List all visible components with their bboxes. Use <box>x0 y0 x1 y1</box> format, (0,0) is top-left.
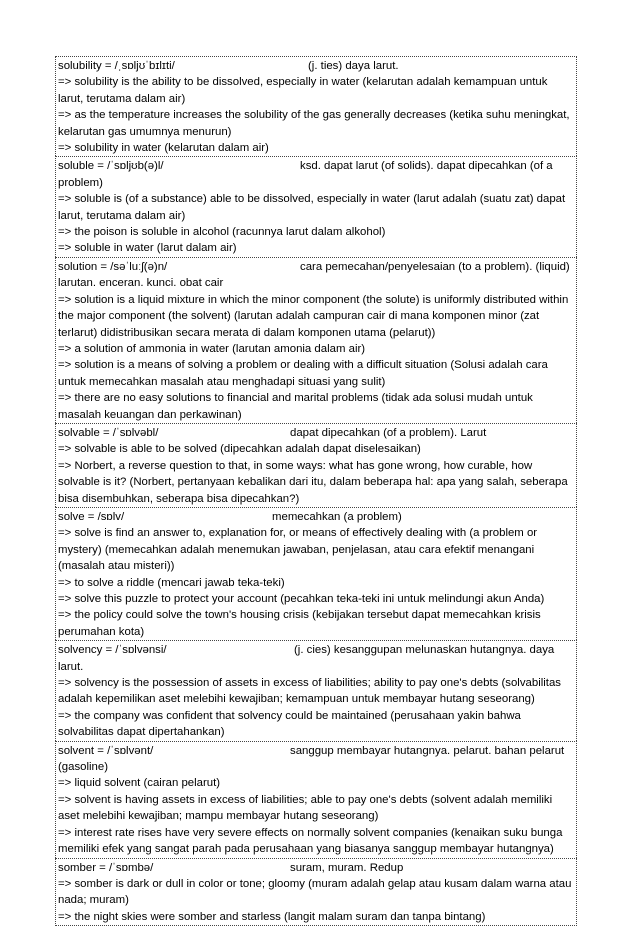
headword: solubility = /ˌsɒljʊˈbɪlɪti/ <box>58 60 175 72</box>
example-line: => the poison is soluble in alcohol (racunnya larut dalam alkohol) <box>58 224 574 240</box>
entry-gloss: cara pemecahan/penyelesaian (to a problem). (liquid) larutan. enceran. kunci. obat cair <box>58 261 570 289</box>
example-line: => somber is dark or dull in color or tone; gloomy (muram adalah gelap atau kusam dalam warna atau nada; muram) <box>58 876 574 909</box>
entry-gloss: suram, muram. Redup <box>290 862 403 874</box>
entry-head <box>58 509 574 525</box>
entry-list <box>55 56 577 926</box>
dictionary-entry <box>55 858 577 926</box>
example-line: => solution is a liquid mixture in which the minor component (the solute) is uniformly distributed within the major component (the solvent) (larutan adalah campuran cair di mana komponen minor (zat terlarut) didistribusikan secara merata di dalam komponen utama (pelarut)) <box>58 292 574 341</box>
example-line: => the policy could solve the town's housing crisis (kebijakan tersebut dapat memecahkan krisis perumahan kota) <box>58 607 574 640</box>
headword: solvable = /ˈsɒlvəbl/ <box>58 427 158 439</box>
entry-head <box>58 743 574 776</box>
headword: solvent = /ˈsɒlvənt/ <box>58 745 153 757</box>
dictionary-entry <box>55 257 577 423</box>
dictionary-entry <box>55 741 577 858</box>
dictionary-entry <box>55 423 577 507</box>
entry-head <box>58 58 574 74</box>
entry-gloss: ksd. dapat larut (of solids). dapat dipecahkan (of a problem) <box>58 160 553 188</box>
example-line: => solve is find an answer to, explanation for, or means of effectively dealing with (a problem or mystery) (memecahkan adalah menemukan jawaban, penjelasan, atau cara efektif menangani (masalah atau misteri)) <box>58 525 574 574</box>
dictionary-entry <box>55 640 577 740</box>
headword: solve = /sɒlv/ <box>58 511 124 523</box>
example-line: => as the temperature increases the solubility of the gas generally decreases (ketika suhu meningkat, kelarutan gas umumnya menurun) <box>58 107 574 140</box>
example-line: => there are no easy solutions to financial and marital problems (tidak ada solusi mudah untuk masalah keuangan dan perkawinan) <box>58 390 574 423</box>
dictionary-page <box>55 56 577 926</box>
entry-head <box>58 158 574 191</box>
example-line: => interest rate rises have very severe effects on normally solvent companies (kenaikan suku bunga memiliki efek yang sangat parah pada perusahaan yang biasanya sanggup membayar hutangnya) <box>58 825 574 858</box>
entry-gloss: sanggup membayar hutangnya. pelarut. bahan pelarut (gasoline) <box>58 745 564 773</box>
example-line: => Norbert, a reverse question to that, in some ways: what has gone wrong, how curable, how solvable is it? (Norbert, pertanyaan kebalikan dari itu, dalam beberapa hal: apa yang salah, seberapa bisa disembuhkan, seberapa bisa dipecahkan?) <box>58 458 574 507</box>
entry-gloss: (j. cies) kesanggupan melunaskan hutangnya. daya larut. <box>58 644 554 672</box>
entry-head <box>58 642 574 675</box>
headword: solution = /səˈluːʃ(ə)n/ <box>58 261 167 273</box>
entry-gloss: memecahkan (a problem) <box>272 511 402 523</box>
example-line: => solvable is able to be solved (dipecahkan adalah dapat diselesaikan) <box>58 441 574 457</box>
example-line: => solvent is having assets in excess of liabilities; able to pay one's debts (solvent adalah memiliki aset melebihi kewajiban; mampu membayar hutang seseorang) <box>58 792 574 825</box>
dictionary-entry <box>55 156 577 256</box>
example-line: => soluble is (of a substance) able to be dissolved, especially in water (larut adalah (suatu zat) dapat larut, terutama dalam air) <box>58 191 574 224</box>
dictionary-entry <box>55 507 577 640</box>
example-line: => solubility in water (kelarutan dalam air) <box>58 140 574 156</box>
example-line: => liquid solvent (cairan pelarut) <box>58 775 574 791</box>
example-line: => soluble in water (larut dalam air) <box>58 240 574 256</box>
example-line: => solve this puzzle to protect your account (pecahkan teka-teki ini untuk melindungi akun Anda) <box>58 591 574 607</box>
entry-head <box>58 425 574 441</box>
example-line: => a solution of ammonia in water (larutan amonia dalam air) <box>58 341 574 357</box>
headword: solvency = /ˈsɒlvənsi/ <box>58 644 167 656</box>
example-line: => to solve a riddle (mencari jawab teka-teki) <box>58 575 574 591</box>
entry-gloss: dapat dipecahkan (of a problem). Larut <box>290 427 486 439</box>
entry-head <box>58 860 574 876</box>
example-line: => solvency is the possession of assets in excess of liabilities; ability to pay one's debts (solvabilitas adalah kepemilikan aset melebihi kewajiban; kemampuan untuk membayar hutang seseorang) <box>58 675 574 708</box>
entry-head <box>58 259 574 292</box>
example-line: => solubility is the ability to be dissolved, especially in water (kelarutan adalah kemampuan untuk larut, terutama dalam air) <box>58 74 574 107</box>
entry-gloss: (j. ties) daya larut. <box>308 60 399 72</box>
example-line: => the night skies were somber and starless (langit malam suram dan tanpa bintang) <box>58 909 574 925</box>
example-line: => solution is a means of solving a problem or dealing with a difficult situation (Solusi adalah cara untuk memecahkan masalah atau menghadapi situasi yang sulit) <box>58 357 574 390</box>
example-line: => the company was confident that solvency could be maintained (perusahaan yakin bahwa solvabilitas dapat dipertahankan) <box>58 708 574 741</box>
headword: somber = /ˈsɒmbə/ <box>58 862 153 874</box>
dictionary-entry <box>55 56 577 156</box>
headword: soluble = /ˈsɒljʊb(ə)l/ <box>58 160 164 172</box>
